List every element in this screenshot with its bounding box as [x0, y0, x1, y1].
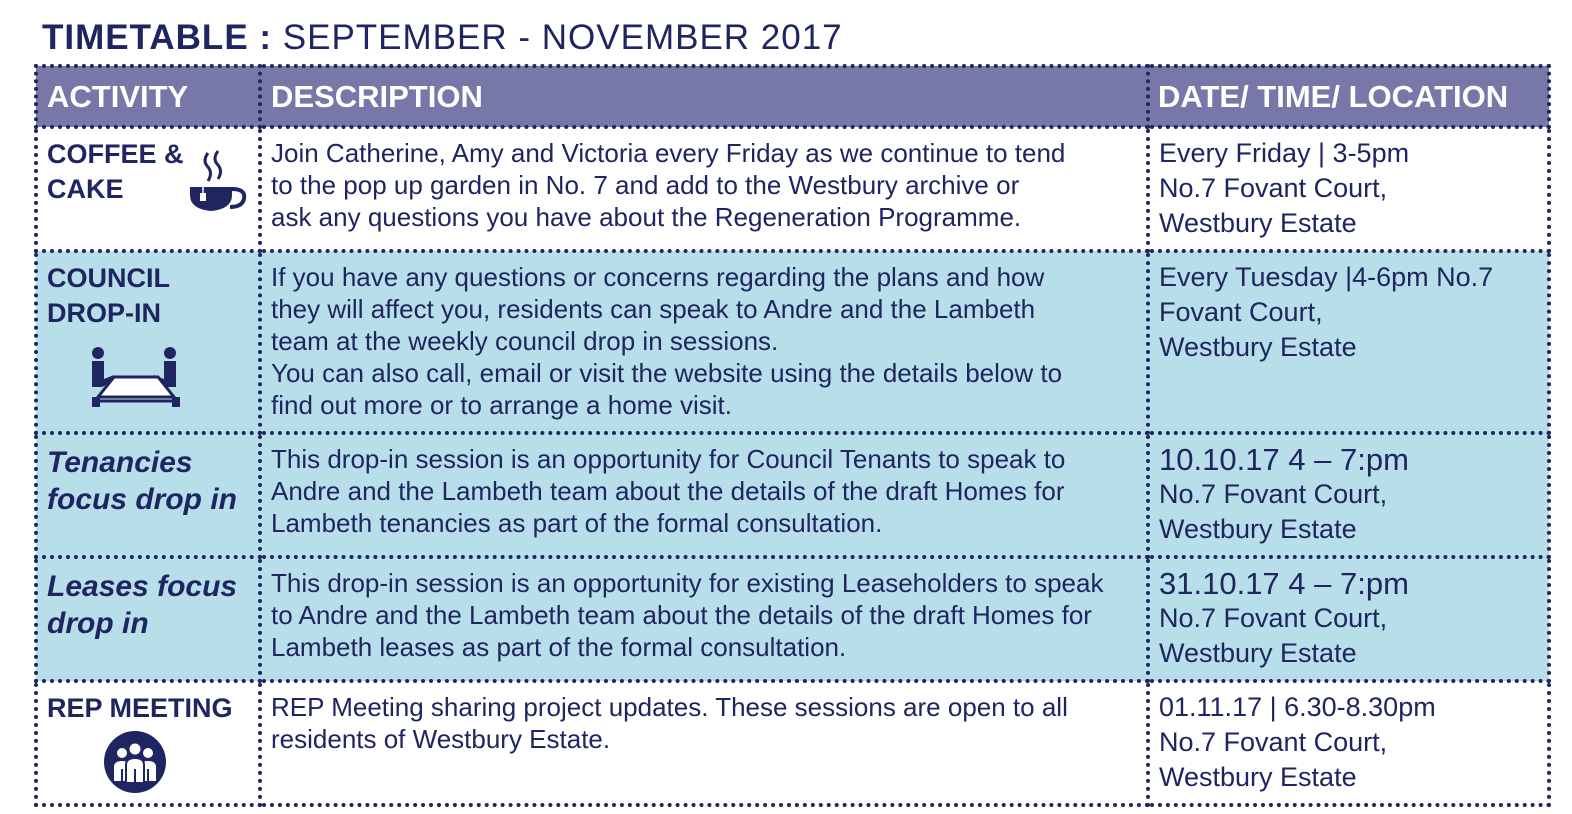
activity-cell — [36, 127, 260, 251]
location-text: 31.10.17 4 – 7:pm No.7 Fovant Court, Westbury Estate — [1159, 566, 1409, 668]
location-text: Every Friday | 3-5pm No.7 Fovant Court, Westbury Estate — [1159, 138, 1410, 238]
header-row — [36, 66, 1549, 127]
activity-cell — [36, 251, 260, 433]
description-cell — [260, 433, 1148, 557]
coffee-cup-icon — [184, 149, 248, 215]
location-cell — [1148, 433, 1549, 557]
description-text: Join Catherine, Amy and Victoria every Friday as we continue to tend to the pop up garden in No. 7 and add to the Westbury archive or ask any questions you have about the Regeneration Programme. — [271, 138, 1066, 232]
location-cell — [1148, 557, 1549, 681]
header-description: DESCRIPTION — [260, 66, 1148, 127]
title-period: SEPTEMBER - NOVEMBER 2017 — [272, 18, 843, 57]
timetable — [34, 64, 1551, 807]
table-row — [36, 251, 1549, 433]
activity-name: COUNCIL DROP-IN — [38, 253, 258, 331]
description-text: REP Meeting sharing project updates. These sessions are open to all residents of Westbury Estate. — [271, 692, 1068, 754]
location-cell — [1148, 127, 1549, 251]
location-cell — [1148, 251, 1549, 433]
description-cell — [260, 557, 1148, 681]
activity-cell — [36, 433, 260, 557]
table-row — [36, 433, 1549, 557]
location-text: 01.11.17 | 6.30-8.30pm No.7 Fovant Court, Westbury Estate — [1159, 692, 1436, 792]
table-row — [36, 557, 1549, 681]
header-location: DATE/ TIME/ LOCATION — [1148, 66, 1549, 127]
description-cell — [260, 251, 1148, 433]
activity-name: REP MEETING — [38, 683, 258, 726]
meeting-table-icon — [88, 345, 184, 407]
activity-name: COFFEE & CAKE — [38, 129, 258, 207]
description-cell — [260, 681, 1148, 805]
activity-cell — [36, 557, 260, 681]
title-prefix: TIMETABLE : — [42, 18, 273, 57]
location-cell — [1148, 681, 1549, 805]
description-cell — [260, 127, 1148, 251]
description-text: This drop-in session is an opportunity for Council Tenants to speak to Andre and the Lambeth team about the details of the draft Homes for Lambeth tenancies as part of the formal consultation. — [271, 444, 1066, 538]
activity-name: Leases focus drop in — [47, 570, 238, 640]
activity-cell — [36, 681, 260, 805]
header-activity: ACTIVITY — [36, 66, 260, 127]
page-title — [42, 18, 843, 58]
location-text: Every Tuesday |4-6pm No.7 Fovant Court, Westbury Estate — [1159, 262, 1494, 362]
description-text: This drop-in session is an opportunity for existing Leaseholders to speak to Andre and the Lambeth team about the details of the draft Homes for Lambeth leases as part of the formal consultation. — [271, 568, 1104, 662]
table-row — [36, 681, 1549, 805]
group-people-icon — [102, 729, 168, 795]
table-row — [36, 127, 1549, 251]
activity-name: Tenancies focus drop in — [47, 446, 237, 516]
description-text: If you have any questions or concerns regarding the plans and how they will affect you, residents can speak to Andre and the Lambeth team at the weekly council drop in sessions. You can also call, email or visit the website using the details below to find out more or to arrange a home visit. — [271, 262, 1063, 420]
location-text: 10.10.17 4 – 7:pm No.7 Fovant Court, Westbury Estate — [1159, 442, 1409, 544]
